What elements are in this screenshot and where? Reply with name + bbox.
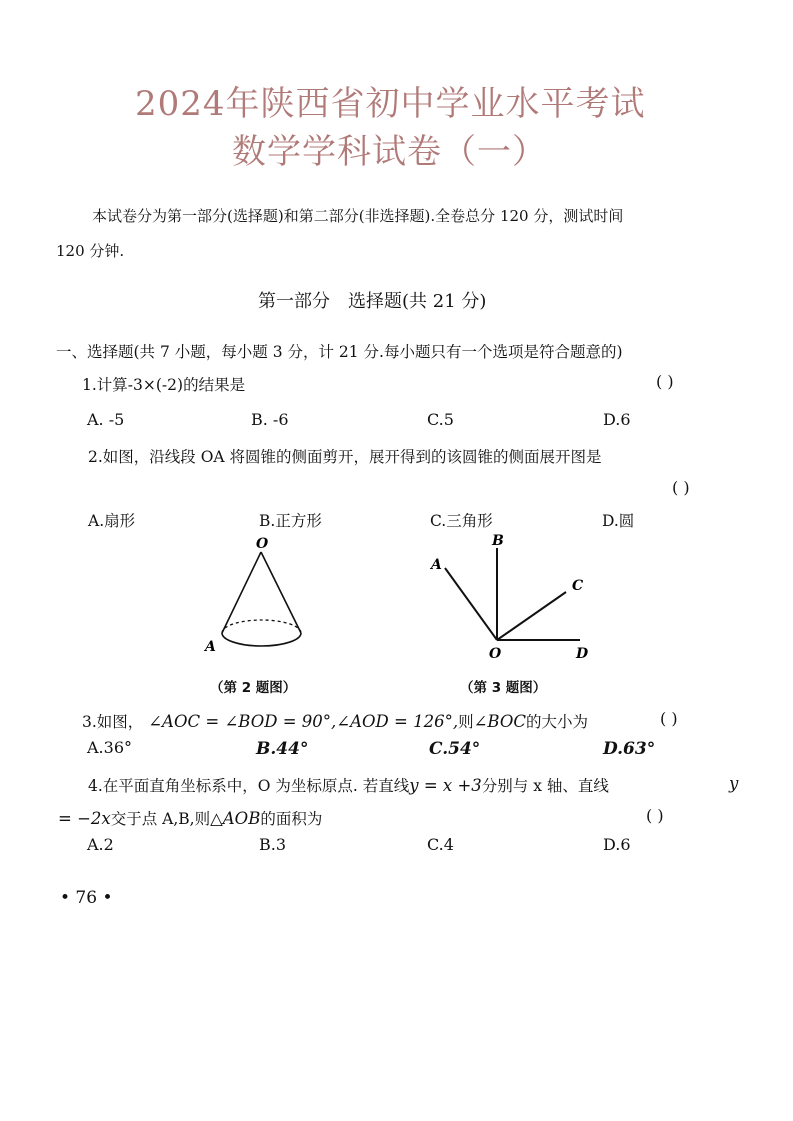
q4-option-a: A.2 xyxy=(87,835,114,854)
q2-option-b: B.正方形 xyxy=(259,512,322,530)
q3-math2: ∠BOC xyxy=(473,712,526,731)
q4-line1-a: 4.在平面直角坐标系中，O 为坐标原点. 若直线 xyxy=(88,777,410,795)
q4-line1-math2: y xyxy=(729,774,739,793)
ray-oc xyxy=(497,592,566,640)
q1-option-d: D.6 xyxy=(603,410,631,429)
fig2-caption: （第 2 题图） xyxy=(210,680,297,696)
intro-line2: 120 分钟. xyxy=(56,242,125,260)
q3-option-c: C.54° xyxy=(429,739,481,759)
q1-stem: 1.计算-3×(-2)的结果是 xyxy=(82,376,246,394)
q4-line1 xyxy=(88,774,609,796)
cone-apex-label: O xyxy=(256,536,269,552)
cone-right-edge xyxy=(261,552,301,633)
q3-math: ∠AOC = ∠BOD = 90°,∠AOD = 126°, xyxy=(148,712,459,731)
q3-prefix: 3.如图， xyxy=(82,713,144,731)
q2-option-a: A.扇形 xyxy=(88,512,136,530)
q2-stem: 2.如图，沿线段 OA 将圆锥的侧面剪开，展开得到的该圆锥的侧面展开图是 xyxy=(88,448,602,466)
q4-option-b: B.3 xyxy=(259,835,287,854)
cone-base-front xyxy=(222,633,301,646)
q3-suffix: 则 xyxy=(458,713,474,731)
label-o: O xyxy=(489,646,502,662)
q2-option-c: C.三角形 xyxy=(430,512,493,530)
q4-line2-math2: △AOB xyxy=(210,809,261,828)
section-heading: 一、选择题(共 7 小题，每小题 3 分，计 21 分.每小题只有一个选项是符合题意的) xyxy=(56,343,623,361)
q4-answer-paren: ( ) xyxy=(646,806,664,825)
q4-option-d: D.6 xyxy=(603,835,631,854)
label-d: D xyxy=(576,646,589,662)
q1-option-a: A. -5 xyxy=(87,410,125,429)
part1-title: 第一部分 选择题(共 21 分) xyxy=(258,291,487,312)
q4-line1-b: 分别与 x 轴、直线 xyxy=(481,777,609,795)
exam-title-line2: 数学学科试卷（一） xyxy=(232,132,547,172)
exam-title-line1: 2024年陕西省初中学业水平考试 xyxy=(135,84,646,124)
page-number: • 76 • xyxy=(60,888,113,908)
label-b: B xyxy=(492,533,504,549)
intro-line1: 本试卷分为第一部分(选择题)和第二部分(非选择题).全卷总分 120 分，测试时间 xyxy=(92,207,624,225)
q3-suffix2: 的大小为 xyxy=(526,713,589,731)
q3-option-d: D.63° xyxy=(603,739,656,759)
q3-option-a: A.36° xyxy=(87,738,132,757)
q1-option-b: B. -6 xyxy=(251,410,289,429)
q4-line2-a: 交于点 A,B,则 xyxy=(110,810,211,828)
ray-oa xyxy=(445,568,497,640)
q2-answer-paren: ( ) xyxy=(672,478,690,497)
q4-option-c: C.4 xyxy=(427,835,454,854)
cone-figure xyxy=(200,530,320,670)
cone-base-back xyxy=(222,620,301,633)
q3-option-b: B.44° xyxy=(256,739,309,759)
q3-stem xyxy=(82,710,588,732)
q1-answer-paren: ( ) xyxy=(656,372,674,391)
q4-line2-math: = −2x xyxy=(58,809,111,828)
q4-line2 xyxy=(58,807,322,829)
q4-line2-b: 的面积为 xyxy=(260,810,323,828)
cone-base-label: A xyxy=(205,639,216,655)
cone-left-edge xyxy=(222,552,261,633)
q3-answer-paren: ( ) xyxy=(660,709,678,728)
q4-line1-math: y = x +3 xyxy=(409,776,482,795)
label-a: A xyxy=(431,557,442,573)
label-c: C xyxy=(572,578,584,594)
q1-option-c: C.5 xyxy=(427,410,454,429)
q2-option-d: D.圆 xyxy=(602,512,635,530)
angle-figure xyxy=(425,530,595,670)
fig3-caption: （第 3 题图） xyxy=(460,680,547,696)
